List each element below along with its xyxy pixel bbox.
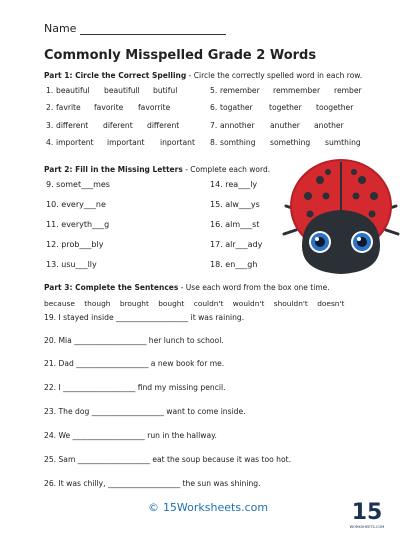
part2-title: Part 2: Fill in the Missing Letters: [44, 165, 183, 174]
spelling-option[interactable]: different: [147, 121, 180, 130]
fill-item: 11. everyth___g: [46, 220, 110, 229]
spelling-option[interactable]: sumthing: [325, 138, 361, 147]
spelling-option[interactable]: butiful: [153, 86, 178, 95]
word-bank-item: bought: [158, 299, 185, 308]
spelling-option[interactable]: inportant: [160, 138, 195, 147]
part1-instruction: - Circle the correctly spelled word in each row.: [188, 71, 363, 80]
row-number: 2.: [46, 103, 54, 112]
fill-item: 9. somet___mes: [46, 180, 110, 189]
part1-heading: [44, 71, 362, 80]
spelling-option[interactable]: annother: [220, 121, 255, 130]
spelling-option[interactable]: rember: [334, 86, 362, 95]
ladybug-icon: [280, 150, 402, 278]
fill-item: 17. alr___ady: [210, 240, 263, 249]
copyright-symbol: ©: [147, 501, 159, 514]
fill-item: 13. usu___lly: [46, 260, 97, 269]
spelling-option[interactable]: favrite: [56, 103, 81, 112]
sentence-item: 19. I stayed inside ___________________ it was raining.: [44, 313, 245, 322]
word-bank-item: couldn't: [193, 299, 224, 308]
logo-number: 15: [351, 500, 383, 525]
word-bank-item: because: [44, 299, 75, 308]
spelling-option[interactable]: beautiful: [56, 86, 90, 95]
word-bank-item: brought: [119, 299, 149, 308]
part2-instruction: - Complete each word.: [185, 165, 271, 174]
word-bank-item: though: [84, 299, 111, 308]
part3-instruction: - Use each word from the box one time.: [180, 283, 330, 292]
row-number: 7.: [210, 121, 218, 130]
row-number: 3.: [46, 121, 54, 130]
word-bank: [44, 299, 351, 308]
sentence-item: 22. I ___________________ find my missing pencil.: [44, 383, 226, 392]
spelling-option[interactable]: diferent: [103, 121, 133, 130]
spelling-option[interactable]: anuther: [270, 121, 300, 130]
spelling-option[interactable]: something: [270, 138, 311, 147]
part3-heading: [44, 283, 330, 292]
sentence-item: 23. The dog ___________________ want to come inside.: [44, 407, 246, 416]
spelling-option[interactable]: somthing: [220, 138, 256, 147]
spelling-option[interactable]: favorrite: [138, 103, 171, 112]
word-bank-item: wouldn't: [232, 299, 265, 308]
spelling-option[interactable]: important: [107, 138, 145, 147]
row-number: 4.: [46, 138, 54, 147]
word-bank-item: doesn't: [317, 299, 345, 308]
row-number: 1.: [46, 86, 54, 95]
spelling-option[interactable]: favorite: [94, 103, 124, 112]
fill-item: 16. alm___st: [210, 220, 260, 229]
row-number: 5.: [210, 86, 218, 95]
sentence-item: 26. It was chilly, ___________________ the sun was shining.: [44, 479, 261, 488]
sentence-item: 21. Dad ___________________ a new book for me.: [44, 359, 225, 368]
site-link[interactable]: 15Worksheets.com: [162, 501, 269, 514]
part1-title: Part 1: Circle the Correct Spelling: [44, 71, 187, 80]
spelling-option[interactable]: another: [314, 121, 344, 130]
sentence-item: 20. Mia ___________________ her lunch to school.: [44, 336, 224, 345]
fill-item: 15. alw___ys: [210, 200, 260, 209]
sentence-item: 25. Sam ___________________ eat the soup because it was too hot.: [44, 455, 292, 464]
spelling-option[interactable]: beautifull: [104, 86, 140, 95]
spelling-option[interactable]: together: [269, 103, 302, 112]
worksheets-logo: [349, 496, 385, 532]
fill-item: 18. en___gh: [210, 260, 258, 269]
spelling-option[interactable]: toogether: [316, 103, 354, 112]
page-title: Commonly Misspelled Grade 2 Words: [44, 48, 317, 63]
sentence-item: 24. We ___________________ run in the hallway.: [44, 431, 217, 440]
spelling-option[interactable]: different: [56, 121, 89, 130]
fill-item: 12. prob___bly: [46, 240, 104, 249]
name-label: Name: [44, 22, 77, 35]
row-number: 8.: [210, 138, 218, 147]
fill-item: 10. every___ne: [46, 200, 106, 209]
word-bank-item: shouldn't: [273, 299, 308, 308]
row-number: 6.: [210, 103, 218, 112]
spelling-option[interactable]: togather: [220, 103, 253, 112]
spelling-option[interactable]: remmember: [273, 86, 321, 95]
logo-text: WORKSHEETS.COM: [349, 525, 385, 529]
part2-heading: [44, 165, 270, 174]
fill-item: 14. rea___ly: [210, 180, 258, 189]
name-field[interactable]: [80, 34, 226, 35]
spelling-option[interactable]: remember: [220, 86, 260, 95]
spelling-option[interactable]: importent: [56, 138, 94, 147]
part3-title: Part 3: Complete the Sentences: [44, 283, 179, 292]
